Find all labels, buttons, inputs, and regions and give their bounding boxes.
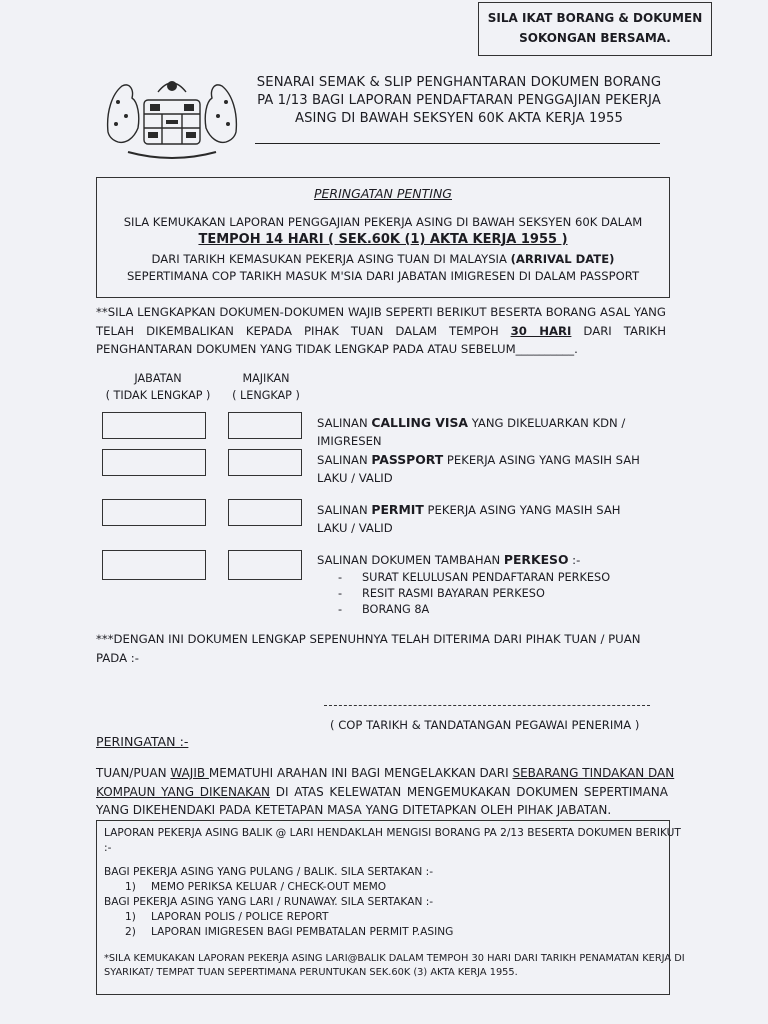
- reminder-paragraph: [96, 764, 675, 820]
- perkeso-sub-item: [338, 602, 610, 618]
- majikan-checkbox-perkeso[interactable]: [228, 550, 302, 580]
- bottom-num-2: 2): [125, 926, 136, 938]
- important-notice-heading: PERINGATAN PENTING: [314, 186, 452, 201]
- signature-line[interactable]: [324, 705, 650, 706]
- jabatan-checkbox-perkeso[interactable]: [102, 550, 206, 580]
- dash-marker: -: [338, 571, 343, 584]
- bottom-item-3: LAPORAN IMIGRESEN BAGI PEMBATALAN PERMIT P.ASING: [151, 926, 454, 938]
- important-notice-deadline: TEMPOH 14 HARI ( SEK.60K (1) AKTA KERJA 1955 ): [198, 232, 568, 247]
- received-declaration: [96, 630, 666, 667]
- reminder-line-1: [96, 764, 675, 783]
- checklist-item-passport: [317, 451, 640, 487]
- important-notice-line-4: SEPERTIMANA COP TARIKH MASUK M'SIA DARI JABATAN IMIGRESEN DI DALAM PASSPORT: [126, 269, 640, 283]
- perkeso-sub-3: BORANG 8A: [362, 603, 430, 616]
- arrival-text: DARI TARIKH KEMASUKAN PEKERJA ASING TUAN DI MALAYSIA: [151, 252, 511, 266]
- notice-line-1: SILA IKAT BORANG & DOKUMEN: [487, 11, 703, 25]
- reminder-kompaun: KOMPAUN YANG DIKENAKAN: [96, 784, 271, 799]
- arrival-date-label: (ARRIVAL DATE): [510, 252, 615, 266]
- bottom-line-2: BAGI PEKERJA ASING YANG PULANG / BALIK. SILA SERTAKAN :-: [104, 866, 434, 878]
- majikan-checkbox-permit[interactable]: [228, 499, 302, 526]
- thirty-days-label: 30 HARI: [510, 323, 572, 338]
- jabatan-label: JABATAN: [134, 372, 182, 385]
- jabatan-sub-label: ( TIDAK LENGKAP ): [105, 389, 211, 402]
- reminder-text-c: MEMATUHI ARAHAN INI BAGI MENGELAKKAN DARI: [208, 766, 513, 780]
- majikan-label: MAJIKAN: [242, 372, 290, 385]
- perkeso-sub-1: SURAT KELULUSAN PENDAFTARAN PERKESO: [362, 571, 611, 584]
- malaysia-coat-of-arms-icon: [104, 72, 240, 164]
- title-divider: [255, 143, 660, 144]
- jabatan-checkbox-permit[interactable]: [102, 499, 206, 526]
- item4-suffix: :-: [568, 553, 581, 567]
- runaway-return-info-box: [96, 820, 685, 995]
- dash-marker: -: [338, 603, 343, 616]
- bottom-item-2: LAPORAN POLIS / POLICE REPORT: [151, 911, 329, 923]
- item3-suffix: PEKERJA ASING YANG MASIH SAH: [423, 503, 621, 517]
- reminder-text-b: DI ATAS KELEWATAN MENGEMUKAKAN DOKUMEN SEPERTIMANA: [270, 784, 668, 799]
- perkeso-sub-item: [338, 570, 610, 586]
- checklist-item-permit: [317, 501, 621, 537]
- item4-prefix: SALINAN DOKUMEN TAMBAHAN: [317, 553, 504, 567]
- instruction-line-1: **SILA LENGKAPKAN DOKUMEN-DOKUMEN WAJIB SEPERTI BERIKUT BESERTA BORANG ASAL YANG: [96, 305, 666, 319]
- perkeso-sub-item: [338, 586, 610, 602]
- jabatan-column-header: [96, 370, 220, 404]
- item3-line-2: LAKU / VALID: [317, 521, 393, 535]
- bottom-num-1: 1): [125, 881, 136, 893]
- important-notice-line-3: [97, 252, 669, 266]
- item3-prefix: SALINAN: [317, 503, 372, 517]
- item2-suffix: PEKERJA ASING YANG MASIH SAH: [443, 453, 640, 467]
- item3-keyword: PERMIT: [371, 502, 424, 517]
- title-line-3: ASING DI BAWAH SEKSYEN 60K AKTA KERJA 1955: [294, 111, 624, 126]
- bottom-item-1: MEMO PERIKSA KELUAR / CHECK-OUT MEMO: [151, 881, 387, 893]
- checklist-item-calling-visa: [317, 414, 625, 450]
- received-line-1: ***DENGAN INI DOKUMEN LENGKAP SEPENUHNYA TELAH DITERIMA DARI PIHAK TUAN / PUAN: [96, 632, 641, 646]
- perkeso-sub-list: [338, 570, 610, 618]
- item4-keyword: PERKESO: [503, 552, 569, 567]
- bottom-num-1b: 1): [125, 911, 136, 923]
- important-notice-box: [96, 177, 670, 298]
- item2-prefix: SALINAN: [317, 453, 372, 467]
- item1-line-2: IMIGRESEN: [317, 434, 382, 448]
- important-notice-line-1: SILA KEMUKAKAN LAPORAN PENGGAJIAN PEKERJA ASING DI BAWAH SEKSYEN 60K DALAM: [123, 215, 643, 229]
- reminder-text-a: TUAN/PUAN: [96, 766, 171, 780]
- reminder-wajib: WAJIB: [170, 766, 209, 780]
- form-title: [248, 74, 670, 128]
- item2-line-2: LAKU / VALID: [317, 471, 393, 485]
- majikan-checkbox-passport[interactable]: [228, 449, 302, 476]
- received-line-2: PADA :-: [96, 650, 139, 665]
- item2-keyword: PASSPORT: [371, 452, 444, 467]
- reminder-tindakan: SEBARANG TINDAKAN DAN: [512, 766, 675, 780]
- instruction-text-a: TELAH DIKEMBALIKAN KEPADA PIHAK TUAN DALAM TEMPOH: [96, 323, 511, 338]
- instruction-text-c: DARI TARIKH: [571, 323, 666, 338]
- signature-caption: ( COP TARIKH & TANDATANGAN PEGAWAI PENERIMA ): [330, 718, 640, 732]
- item1-prefix: SALINAN: [317, 416, 372, 430]
- jabatan-checkbox-calling-visa[interactable]: [102, 412, 206, 439]
- majikan-sub-label: ( LENGKAP ): [232, 389, 300, 402]
- title-line-2: PA 1/13 BAGI LAPORAN PENDAFTARAN PENGGAJIAN PEKERJA: [257, 93, 661, 108]
- attach-notice-box: [478, 2, 712, 56]
- bottom-note-1: *SILA KEMUKAKAN LAPORAN PEKERJA ASING LARI@BALIK DALAM TEMPOH 30 HARI DARI TARIKH PENAMATAN KERJA DI: [104, 953, 685, 964]
- perkeso-sub-2: RESIT RASMI BAYARAN PERKESO: [362, 587, 545, 600]
- bottom-note-2: SYARIKAT/ TEMPAT TUAN SEPERTIMANA PERUNTUKAN SEK.60K (3) AKTA KERJA 1955.: [104, 967, 518, 978]
- majikan-column-header: [224, 370, 308, 404]
- jabatan-checkbox-passport[interactable]: [102, 449, 206, 476]
- instruction-line-3: PENGHANTARAN DOKUMEN YANG TIDAK LENGKAP PADA ATAU SEBELUM__________.: [96, 342, 578, 356]
- bottom-line-3: BAGI PEKERJA ASING YANG LARI / RUNAWAY. SILA SERTAKAN :-: [104, 896, 434, 908]
- title-line-1: SENARAI SEMAK & SLIP PENGHANTARAN DOKUMEN BORANG: [256, 75, 662, 90]
- notice-line-2: SOKONGAN BERSAMA.: [519, 31, 671, 45]
- reminder-line-3: YANG DIKEHENDAKI PADA KETETAPAN MASA YANG DITETAPKAN OLEH PIHAK JABATAN.: [96, 803, 612, 817]
- reminder-heading: PERINGATAN :-: [96, 734, 189, 749]
- instruction-paragraph: [96, 303, 666, 359]
- item1-suffix: YANG DIKELUARKAN KDN /: [468, 416, 626, 430]
- item1-keyword: CALLING VISA: [371, 415, 469, 430]
- majikan-checkbox-calling-visa[interactable]: [228, 412, 302, 439]
- bottom-line-1: LAPORAN PEKERJA ASING BALIK @ LARI HENDAKLAH MENGISI BORANG PA 2/13 BESERTA DOKUMEN BERIKUT: [104, 827, 681, 839]
- dash-marker: -: [338, 587, 343, 600]
- reminder-line-2: [96, 783, 668, 802]
- checklist-item-perkeso: [317, 551, 580, 569]
- bottom-line-1b: :-: [104, 842, 112, 854]
- instruction-line-2: [96, 322, 666, 341]
